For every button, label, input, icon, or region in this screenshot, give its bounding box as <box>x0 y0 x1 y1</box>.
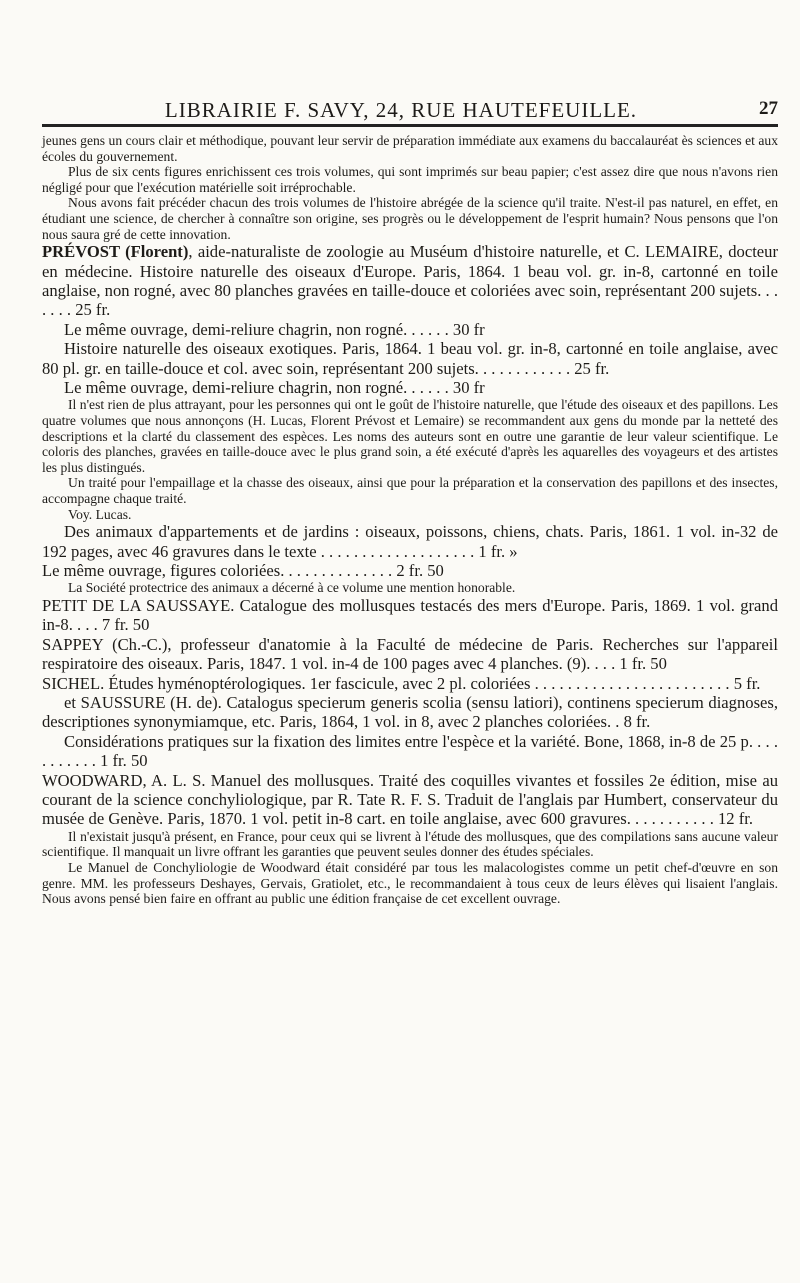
page-number: 27 <box>759 98 778 119</box>
entry-variant: Le même ouvrage, figures coloriées. . . . . . . . . . . . . . 2 fr. 50 <box>42 560 444 580</box>
entry-animaux: Des animaux d'appartements et de jardins : oiseaux, poissons, chiens, chats. Paris, 1861. 1 vol. in-32 de 192 pages, avec 46 gravures dans le texte . . . . . . . . . . . . . . . . . . . 1 fr. » <box>42 522 778 561</box>
page-header-title: LIBRAIRIE F. SAVY, 24, RUE HAUTEFEUILLE. <box>164 98 638 122</box>
intro-paragraph: Plus de six cents figures enrichissent ces trois volumes, qui sont imprimés sur beau papier; c'est assez dire que nous n'avons rien négligé pour que l'exécution matérielle soit irréprochable. <box>42 164 778 195</box>
intro-paragraph: jeunes gens un cours clair et méthodique, pouvant leur servir de préparation immédiate aux examens du baccalauréat ès sciences et aux écoles du gouvernement. <box>42 133 778 164</box>
author-name: PRÉVOST (Florent) <box>42 242 189 262</box>
entry-note: Il n'existait jusqu'à présent, en France, pour ceux qui se livrent à l'étude des mollusques, que des compilations sans aucune valeur scientifique. Il manquait un livre offrant les garanties que peuvent seules donner des études spéciales. <box>42 828 778 860</box>
entry-sichel: SICHEL. Études hyménoptérologiques. 1er fascicule, avec 2 pl. coloriées . . . . . . . . . . . . . . . . . . . . . . . . 5 fr. <box>42 673 761 693</box>
entry-note: Le Manuel de Conchyliologie de Woodward était considéré par tous les malacologistes comme un petit chef-d'œuvre en son genre. MM. les professeurs Deshayes, Gervais, Gratiolet, etc., le recommandaient à tous ceux de leurs élèves qui lisaient l'anglais. Nous avons pensé bien faire en offrant au public une édition française de cet excellent ouvrage. <box>42 860 778 907</box>
entry-sichel-considerations: Considérations pratiques sur la fixation des limites entre l'espèce et la variété. Bone, 1868, in-8 de 25 p. . . . . . . . . . . 1 fr. 50 <box>42 731 778 771</box>
entry-variant: Le même ouvrage, demi-reliure chagrin, non rogné. . . . . . 30 fr <box>64 319 485 339</box>
entry-variant: Le même ouvrage, demi-reliure chagrin, non rogné. . . . . . 30 fr <box>64 378 485 397</box>
intro-paragraph: Nous avons fait précéder chacun des trois volumes de l'histoire abrégée de la science qu'il traite. N'est-il pas naturel, en effet, en étudiant une science, de chercher à connaître son origine, ses progrès ou le développement de l'esprit humain? Nous pensons que l'on nous saura gré de cette innovation. <box>42 195 778 242</box>
entry-sappey: SAPPEY (Ch.-C.), professeur d'anatomie à la Faculté de médecine de Paris. Recherches sur l'appareil respiratoire des oiseaux. Paris, 1847. 1 vol. in-4 de 100 pages avec 4 planches. (9). . . . 1 fr. 50 <box>42 634 778 674</box>
cross-reference: Voy. Lucas. <box>68 506 132 522</box>
entry-woodward: WOODWARD, A. L. S. Manuel des mollusques. Traité des coquilles vivantes et fossiles 2e édition, mise au courant de la science conchyliologique, par R. Tate R. F. S. Traduit de l'anglais par Humbert, conservateur du musée de Genève. Paris, 1870. 1 vol. petit in-8 cart. en toile anglaise, avec 600 gravures. . . . . . . . . . . 12 fr. <box>42 770 778 829</box>
header-rule <box>42 124 778 127</box>
entry-text: , aide-naturaliste de zoologie au Muséum d'histoire naturelle, et C. LEMAIRE, docteur en médecine. Histoire naturelle des oiseaux d'Europe. Paris, 1864. 1 beau vol. gr. in-8, cartonné en toile anglaise, non rogné, avec 80 planches gravées en taille-douce et coloriées avec soin, représentant 200 sujets. . . . . . . 25 fr. <box>42 242 778 320</box>
entry-note: Il n'est rien de plus attrayant, pour les personnes qui ont le goût de l'histoire naturelle, que l'étude des oiseaux et des papillons. Les quatre volumes que nous annonçons (H. Lucas, Florent Prévost et Lemaire) se recommandent aux gens du monde par la netteté des descriptions et la clarté du classement des espèces. Les noms des auteurs sont en outre une garantie de leur valeur scientifique. Le coloris des planches, gravées en taille-douce avec le plus grand soin, a été exécuté d'après les aquarelles des voyageurs et des artistes les plus distingués. <box>42 397 778 475</box>
entry-prevost <box>42 242 778 320</box>
catalogue-body <box>42 133 778 907</box>
entry-sichel-saussure: et SAUSSURE (H. de). Catalogus specierum generis scolia (sensu latiori), continens specierum diagnoses, descriptiones synonymiamque, etc. Paris, 1864, 1 vol. in 8, avec 2 planches coloriées. . 8 fr. <box>42 693 778 732</box>
entry-petit-de-la-saussaye: PETIT DE LA SAUSSAYE. Catalogue des mollusques testacés des mers d'Europe. Paris, 1869. 1 vol. grand in-8. . . . 7 fr. 50 <box>42 595 778 635</box>
entry-note: La Société protectrice des animaux a décerné à ce volume une mention honorable. <box>68 580 516 596</box>
entry-note: Un traité pour l'empaillage et la chasse des oiseaux, ainsi que pour la préparation et la conservation des papillons et des insectes, accompagne chaque traité. <box>42 475 778 506</box>
entry-prevost-exotiques: Histoire naturelle des oiseaux exotiques. Paris, 1864. 1 beau vol. gr. in-8, cartonné en toile anglaise, avec 80 pl. gr. en taille-douce et col. avec soin, représentant 200 sujets. . . . . . . . . . . . 25 fr. <box>42 339 778 378</box>
